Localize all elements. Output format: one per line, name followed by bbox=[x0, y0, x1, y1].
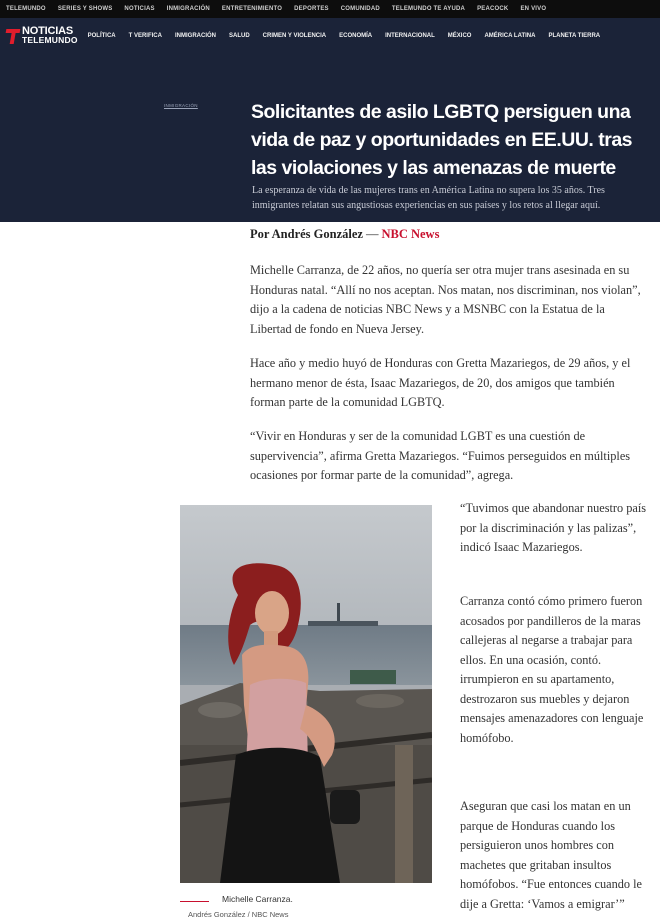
nav-link-planeta-tierra[interactable]: PLANETA TIERRA bbox=[548, 33, 601, 39]
nav-link-crimen-y-violencia[interactable]: CRIMEN Y VIOLENCIA bbox=[262, 33, 327, 39]
article-hero bbox=[0, 54, 660, 222]
telemundo-t-icon bbox=[6, 27, 20, 45]
article-category-link[interactable]: INMIGRACIÓN bbox=[164, 103, 198, 108]
photo-michelle-carranza bbox=[180, 505, 432, 883]
nav-link-politica[interactable]: POLÍTICA bbox=[87, 33, 116, 39]
topbar-link-telemundo[interactable]: TELEMUNDO bbox=[6, 6, 46, 12]
nav-link-internacional[interactable]: INTERNACIONAL bbox=[385, 33, 435, 39]
topbar-link-entretenimiento[interactable]: ENTRETENIMIENTO bbox=[221, 6, 283, 12]
article-paragraph-side: Aseguran que casi los matan en un parque de Honduras cuando los persiguieron unos hombres con machetes que gritaban insultos homófobos. “Fue entonces cuando le dije a Gretta: ‘Vamos a emigrar’” bbox=[460, 799, 643, 911]
article-subhead: La esperanza de vida de las mujeres trans en América Latina no supera los 35 años. Tres inmigrantes relatan sus angustiosas experiencias en sus países y los retos al llegar aquí. bbox=[252, 185, 605, 211]
article-paragraph: Michelle Carranza, de 22 años, no quería ser otra mujer trans asesinada en su Honduras natal. “Allí no nos aceptan. Nos matan, nos discriminan, nos violan”, dijo a la cadena de noticias NBC News y a MSNBC con la Estatua de la Libertad de fondo en Nueva Jersey. bbox=[250, 263, 641, 336]
article-photo[interactable] bbox=[180, 505, 432, 883]
article-paragraph: Hace año y medio huyó de Honduras con Gretta Mazariegos, de 29 años, y el hermano menor de ésta, Isaac Mazariegos, de 20, dos amigos que también forman parte de la comunidad LGBTQ. bbox=[250, 356, 631, 409]
top-utility-bar bbox=[0, 0, 660, 18]
logo-line-telemundo: TELEMUNDO bbox=[22, 35, 78, 46]
byline-outlet[interactable]: NBC News bbox=[381, 227, 440, 241]
caption-rule bbox=[180, 901, 209, 902]
nav-link-t-verifica[interactable]: T VERIFICA bbox=[128, 33, 162, 39]
topbar-link-te-ayuda[interactable]: TELEMUNDO TE AYUDA bbox=[391, 6, 466, 12]
topbar-link-series-y-shows[interactable]: SERIES Y SHOWS bbox=[57, 6, 113, 12]
topbar-link-deportes[interactable]: DEPORTES bbox=[294, 6, 329, 12]
nav-link-america-latina[interactable]: AMÉRICA LATINA bbox=[484, 33, 536, 39]
section-navbar bbox=[0, 18, 660, 54]
article-byline bbox=[250, 227, 439, 242]
logo-line-noticias: NOTICIAS bbox=[22, 25, 73, 38]
noticias-telemundo-logo[interactable] bbox=[6, 27, 78, 45]
article-paragraph-side: “Tuvimos que abandonar nuestro país por la discriminación y las palizas”, indicó Isaac Mazariegos. bbox=[460, 501, 647, 554]
photo-credit: Andrés González / NBC News bbox=[188, 910, 289, 918]
topbar-link-comunidad[interactable]: COMUNIDAD bbox=[340, 6, 380, 12]
article-paragraph-side: Carranza contó cómo primero fueron acosados por pandilleros de la maras callejeras al negarse a trabajar para ellos. En una ocasión, contó. irrumpieron en su apartamento, destrozaron sus muebles y dejaron mensajes amenazadores con lenguaje homófobo. bbox=[460, 594, 644, 745]
topbar-link-noticias[interactable]: NOTICIAS bbox=[124, 6, 155, 12]
nav-link-inmigracion[interactable]: INMIGRACIÓN bbox=[174, 33, 216, 39]
byline-separator: — bbox=[365, 227, 379, 241]
article-paragraph: “Vivir en Honduras y ser de la comunidad LGBT es una cuestión de supervivencia”, afirma Gretta Mazariegos. “Fuimos perseguidos en múltiples ocasiones por formar parte de la comunidad”, agrega. bbox=[250, 429, 631, 482]
photo-caption: Michelle Carranza. bbox=[222, 894, 293, 904]
nav-link-mexico[interactable]: MÉXICO bbox=[447, 33, 472, 39]
topbar-link-peacock[interactable]: PEACOCK bbox=[477, 6, 509, 12]
nav-link-economia[interactable]: ECONOMÍA bbox=[339, 33, 373, 39]
topbar-link-en-vivo[interactable]: EN VIVO bbox=[520, 6, 547, 12]
topbar-link-inmigracion[interactable]: INMIGRACIÓN bbox=[166, 6, 210, 12]
nav-link-salud[interactable]: SALUD bbox=[228, 33, 250, 39]
article-headline: Solicitantes de asilo LGBTQ persiguen una vida de paz y oportunidades en EE.UU. tras las violaciones y las amenazas de muerte bbox=[251, 101, 633, 179]
byline-author[interactable]: Por Andrés González bbox=[250, 227, 363, 241]
